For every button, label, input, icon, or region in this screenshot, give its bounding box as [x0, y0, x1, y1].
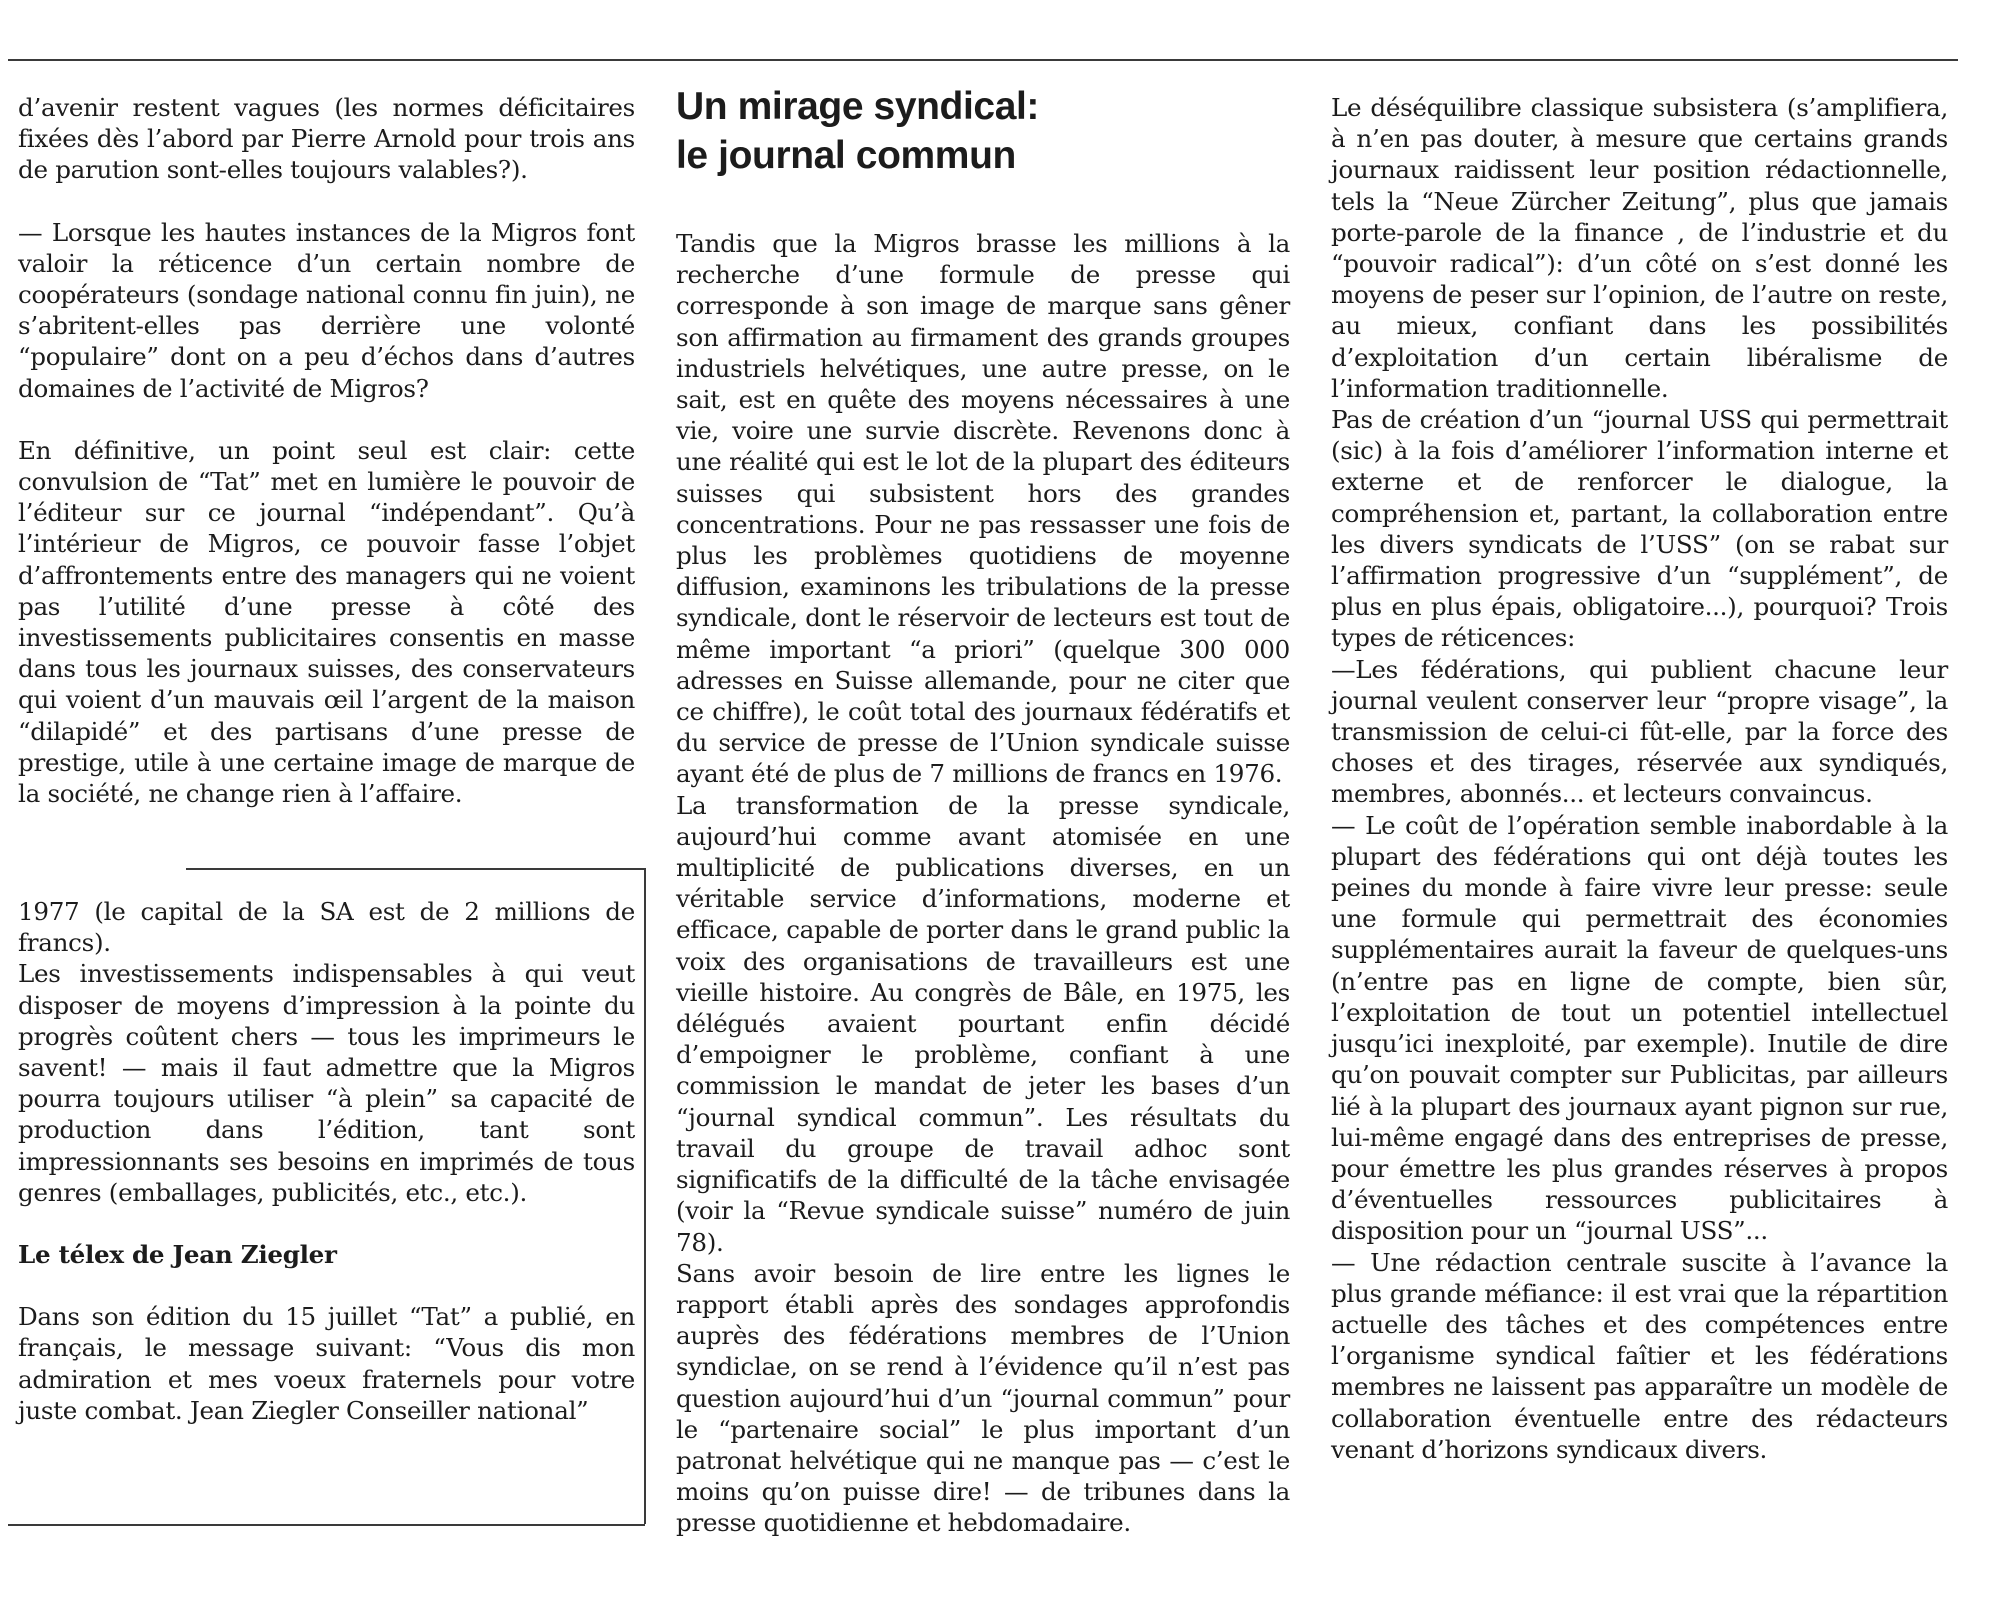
right-paragraph-5: — Une rédaction centrale suscite à l’avance la plus grande méfiance: il est vrai que la répartition actuelle des tâches et des compétences entre l’organisme syndical faîtier et les fédérations membres ne laissent pas apparaître un modèle de collaboration éventuelle entre des rédacteurs venant d’horizons syndicaux divers.	[1331, 1247, 1948, 1464]
sidebar-box-right-rule	[644, 868, 646, 1524]
middle-paragraph-3: Sans avoir besoin de lire entre les lignes le rapport établi après des sondages approfondis auprès des fédérations membres de l’Union syndiclae, on se rend à l’évidence qu’il n’est pas question aujourd’hui d’un “journal commun” pour le “partenaire social” le plus important d’un patronat helvétique qui ne manque pas — c’est le moins qu’on puisse dire! — de tribunes dans la presse quotidienne et hebdomadaire.	[676, 1258, 1290, 1538]
article-headline	[676, 82, 1290, 180]
sidebar-paragraph-3: Dans son édition du 15 juillet “Tat” a publié, en français, le message suivant: “Vous dis mon admiration et mes voeux fraternels pour votre juste combat. Jean Ziegler Conseiller national”	[18, 1302, 635, 1425]
left-paragraph-1: d’avenir restent vagues (les normes déficitaires fixées dès l’abord par Pierre Arnold pour trois ans de parution sont-elles toujours valables?).	[18, 93, 635, 185]
right-column	[1331, 92, 1948, 1465]
right-paragraph-1: Le déséquilibre classique subsistera (s’amplifiera, à n’en pas douter, à mesure que certains grands journaux raidissent leur position rédactionnelle, tels la “Neue Zürcher Zeitung”, plus que jamais porte-parole de la finance , de l’industrie et du “pouvoir radical”): d’un côté on s’est donné les moyens de peser sur l’opinion, de l’autre on reste, au mieux, confiant dans les possibilités d’exploitation d’un certain libéralisme de l’information traditionnelle.	[1331, 93, 1948, 403]
sidebar-box	[18, 896, 635, 1426]
sidebar-subhead: Le télex de Jean Ziegler	[18, 1240, 337, 1270]
left-paragraph-2: — Lorsque les hautes instances de la Migros font valoir la réticence d’un certain nombre de coopérateurs (sondage national connu fin juin), ne s’abritent-elles pas derrière une volonté “populaire” dont on a peu d’échos dans d’autres domaines de l’activité de Migros?	[18, 217, 635, 403]
sidebar-paragraph-2: Les investissements indispensables à qui veut disposer de moyens d’impression à la pointe du progrès coûtent chers — tous les imprimeurs le savent! — mais il faut admettre que la Migros pourra toujours utiliser “à plein” sa capacité de production dans l’édition, tant sont impressionnants ses besoins en imprimés de tous genres (emballages, publicités, etc., etc.).	[18, 959, 635, 1207]
headline-line-2: le journal commun	[676, 134, 1016, 177]
sidebar-paragraph-1: 1977 (le capital de la SA est de 2 millions de francs).	[18, 897, 635, 958]
right-paragraph-2: Pas de création d’un “journal USS qui permettrait (sic) à la fois d’améliorer l’information interne et externe et de renforcer le dialogue, la compréhension et, partant, la collaboration entre les divers syndicats de l’USS” (on se rabat sur l’affirmation progressive d’un “supplément”, de plus en plus épais, obligatoire...), pourquoi? Trois types de réticences:	[1331, 405, 1948, 653]
top-rule	[8, 59, 1958, 61]
sidebar-box-top-rule	[186, 868, 645, 870]
headline-line-1: Un mirage syndical:	[676, 85, 1040, 128]
middle-paragraph-1: Tandis que la Migros brasse les millions à la recherche d’une formule de presse qui corresponde à son image de marque sans gêner son affirmation au firmament des grands groupes industriels helvétiques, une autre presse, on le sait, est en quête des moyens nécessaires à une vie, voire une survie discrète. Revenons donc à une réalité qui est le lot de la plupart des éditeurs suisses qui subsistent hors des grandes concentrations. Pour ne pas ressasser une fois de plus les problèmes quotidiens de moyenne diffusion, examinons les tribulations de la presse syndicale, dont le réservoir de lecteurs est tout de même important “a priori” (quelque 300 000 adresses en Suisse allemande, pour ne citer que ce chiffre), le coût total des journaux fédératifs et du service de presse de l’Union syndicale suisse ayant été de plus de 7 millions de francs en 1976.	[676, 229, 1290, 789]
left-paragraph-3: En définitive, un point seul est clair: cette convulsion de “Tat” met en lumière le pouvoir de l’éditeur sur ce journal “indépendant”. Qu’à l’intérieur de Migros, ce pouvoir fasse l’objet d’affrontements entre des managers qui ne voient pas l’utilité d’une presse à côté des investissements publicitaires consentis en masse dans tous les journaux suisses, des conservateurs qui voient d’un mauvais œil l’argent de la maison “dilapidé” et des partisans d’une presse de prestige, utile à une certaine image de marque de la société, ne change rien à l’affaire.	[18, 435, 635, 809]
middle-column	[676, 82, 1290, 1539]
right-paragraph-4: — Le coût de l’opération semble inabordable à la plupart des fédérations qui ont déjà toutes les peines du monde à faire vivre leur presse: seule une formule qui permettrait des économies supplémentaires aurait la faveur de quelques-uns (n’entre pas en ligne de compte, bien sûr, l’exploitation de tout un potentiel intellectuel jusqu’ici inexploité, par exemple). Inutile de dire qu’on pouvait compter sur Publicitas, par ailleurs lié à la plupart des journaux ayant pignon sur rue, lui-même engagé dans des entreprises de presse, pour émettre les plus grandes réserves à propos d’éventuelles ressources publicitaires à disposition pour un “journal USS”...	[1331, 810, 1948, 1246]
middle-paragraph-2: La transformation de la presse syndicale, aujourd’hui comme avant atomisée en une multiplicité de publications diverses, en un véritable service d’informations, moderne et efficace, capable de porter dans le grand public la voix des organisations de travailleurs est une vieille histoire. Au congrès de Bâle, en 1975, les délégués avaient pourtant enfin décidé d’empoigner le problème, confiant à une commission le mandat de jeter les bases d’un “journal syndical commun”. Les résultats du travail du groupe de travail adhoc sont significatifs de la difficulté de la tâche envisagée (voir la “Revue syndicale suisse” numéro de juin 78).	[676, 790, 1290, 1257]
left-column	[18, 92, 635, 809]
right-paragraph-3: —Les fédérations, qui publient chacune leur journal veulent conserver leur “propre visage”, la transmission de celui-ci fût-elle, par la force des choses et des tirages, réservée aux syndiqués, membres, abonnés... et lecteurs convaincus.	[1331, 654, 1948, 809]
sidebar-box-bottom-rule	[8, 1524, 645, 1526]
